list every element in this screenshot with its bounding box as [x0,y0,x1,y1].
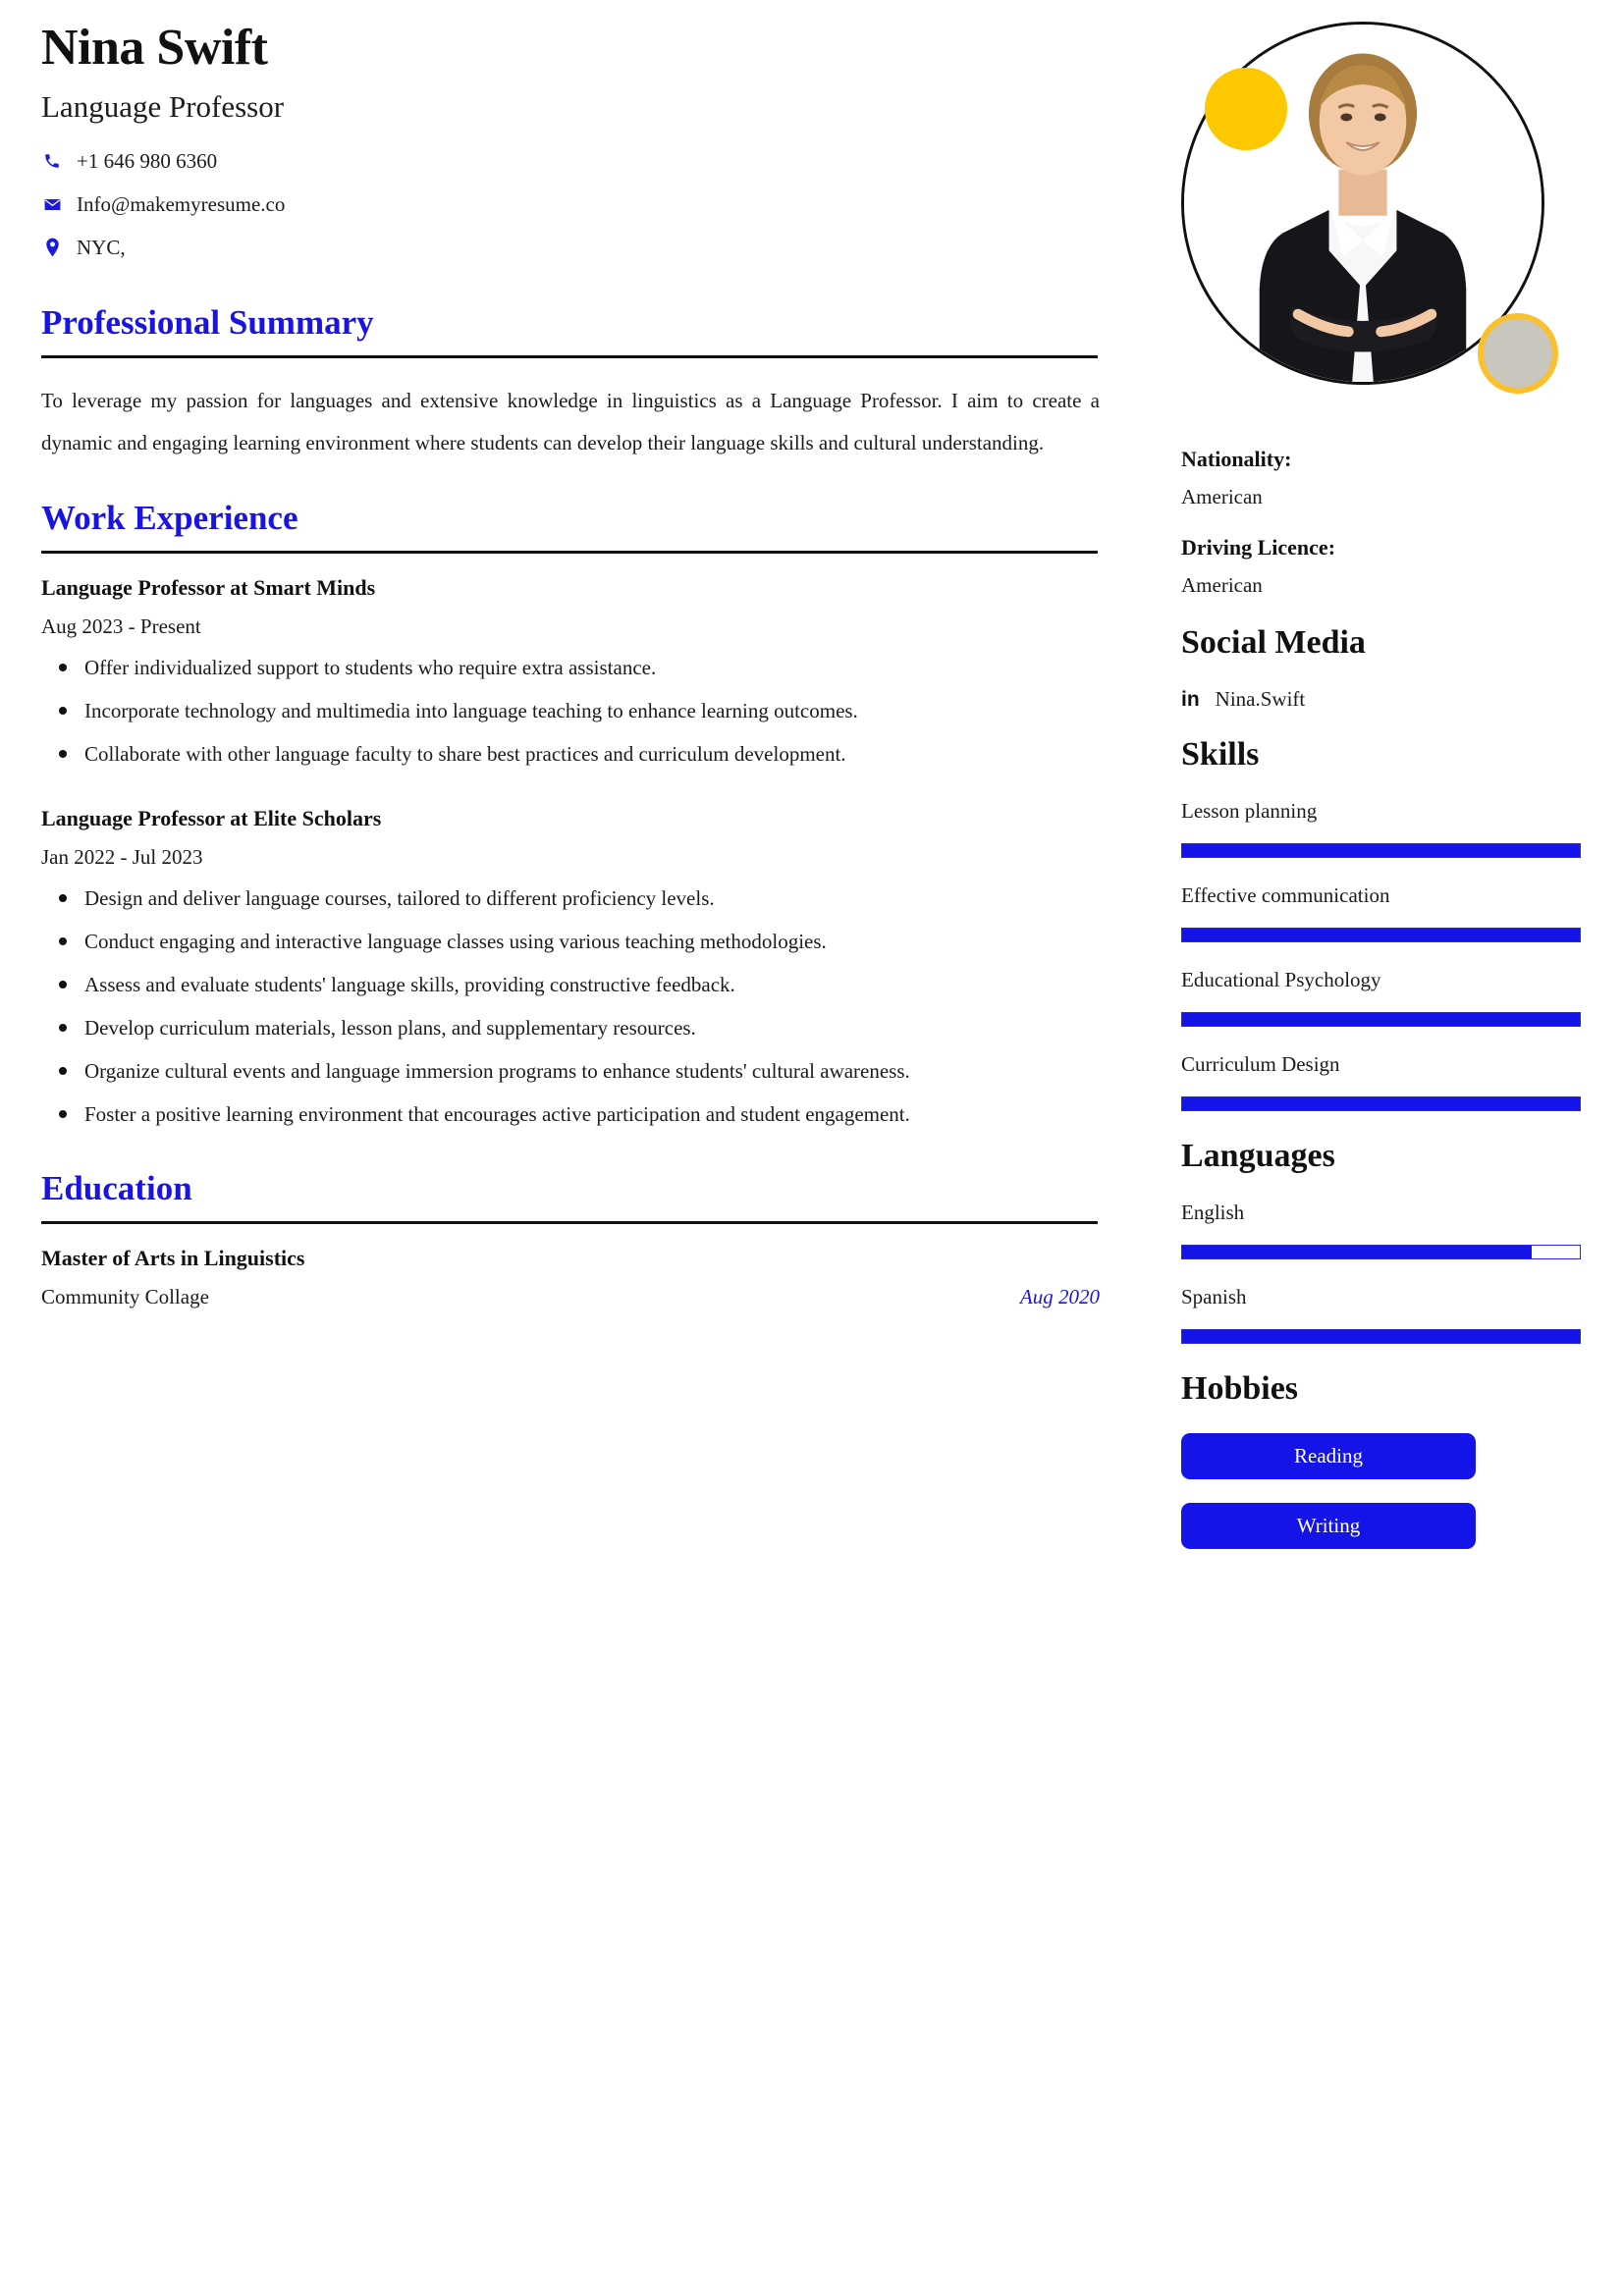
language-meter-fill [1182,1330,1580,1343]
detail-nationality [1181,447,1584,509]
education-meta-row [41,1285,1100,1309]
language-meter-fill [1182,1246,1532,1258]
education-date: Aug 2020 [1019,1285,1100,1309]
hobby-tag-reading[interactable]: Reading [1181,1433,1476,1479]
decorative-gray-circle [1478,313,1558,394]
list-item: Collaborate with other language faculty to share best practices and curriculum development. [84,733,1100,774]
section-heading-experience: Work Experience [41,499,298,538]
language-label: English [1181,1201,1245,1225]
education-degree: Master of Arts in Linguistics [41,1246,305,1271]
skill-meter-fill [1182,1097,1580,1110]
main-column [41,22,1102,1309]
section-heading-education: Education [41,1169,192,1208]
page-title: Nina Swift [41,20,268,76]
skill-meter [1181,928,1581,942]
list-item: Incorporate technology and multimedia into language teaching to enhance learning outcomes. [84,690,1100,731]
contact-phone[interactable] [41,139,1102,183]
skill-meter-fill [1182,1013,1580,1026]
hobby-list [1181,1433,1584,1549]
social-linkedin[interactable] [1181,687,1584,712]
skill-label: Curriculum Design [1181,1052,1340,1077]
skill-meter [1181,843,1581,858]
experience-bullets [41,647,1100,774]
section-divider [41,355,1098,358]
contact-email-value: Info@makemyresume.co [77,191,286,216]
skill-item [1181,799,1584,858]
language-meter [1181,1329,1581,1344]
education-entry [41,1246,1102,1309]
education-school: Community Collage [41,1285,209,1309]
experience-date: Aug 2023 - Present [41,614,201,639]
language-label: Spanish [1181,1285,1247,1309]
detail-driving-licence [1181,535,1584,598]
skill-label: Effective communication [1181,883,1390,908]
list-item: Offer individualized support to students who require extra assistance. [84,647,1100,688]
list-item: Organize cultural events and language immersion programs to enhance students' cultural awareness. [84,1050,1100,1092]
hobby-tag-writing[interactable]: Writing [1181,1503,1476,1549]
social-handle: Nina.Swift [1215,687,1306,712]
experience-bullets [41,878,1100,1135]
decorative-yellow-circle [1205,68,1287,150]
list-item: Conduct engaging and interactive language classes using various teaching methodologies. [84,921,1100,962]
phone-icon [41,152,63,170]
skill-meter [1181,1012,1581,1027]
list-item: Assess and evaluate students' language skills, providing constructive feedback. [84,964,1100,1005]
email-icon [41,195,63,214]
language-item [1181,1201,1584,1259]
sidebar-heading-languages: Languages [1181,1138,1335,1175]
skill-label: Lesson planning [1181,799,1318,824]
skill-meter-fill [1182,844,1580,857]
detail-value: American [1181,485,1263,508]
detail-value: American [1181,573,1263,597]
skill-item [1181,968,1584,1027]
skill-item [1181,1052,1584,1111]
contact-email[interactable] [41,183,1102,226]
skill-meter [1181,1096,1581,1111]
contact-phone-value: +1 646 980 6360 [77,148,218,173]
job-title: Language Professor [41,88,285,124]
contact-list [41,139,1102,269]
language-item [1181,1285,1584,1344]
location-icon [41,238,63,257]
summary-text: To leverage my passion for languages and extensive knowledge in linguistics as a Language Professor. I aim to create a dynamic and engaging learning environment where students can develop their language skills and cultural understanding. [41,389,1100,455]
language-meter [1181,1245,1581,1259]
experience-date: Jan 2022 - Jul 2023 [41,845,203,870]
sidebar-heading-skills: Skills [1181,736,1260,774]
contact-location[interactable] [41,226,1102,269]
section-divider [41,551,1098,554]
experience-title: Language Professor at Smart Minds [41,575,376,601]
contact-location-value: NYC, [77,235,126,259]
sidebar-heading-social: Social Media [1181,624,1366,661]
experience-title: Language Professor at Elite Scholars [41,806,382,831]
section-heading-summary: Professional Summary [41,303,374,343]
experience-entry [41,806,1102,1135]
list-item: Foster a positive learning environment that encourages active participation and student engagement. [84,1094,1100,1135]
linkedin-icon: in [1181,687,1200,711]
skill-item [1181,883,1584,942]
avatar-area [1173,14,1586,426]
detail-label: Nationality: [1181,447,1292,471]
list-item: Develop curriculum materials, lesson plans, and supplementary resources. [84,1007,1100,1048]
skill-label: Educational Psychology [1181,968,1381,992]
sidebar-heading-hobbies: Hobbies [1181,1370,1299,1408]
sidebar [1181,447,1584,1573]
list-item: Design and deliver language courses, tailored to different proficiency levels. [84,878,1100,919]
detail-label: Driving Licence: [1181,535,1336,560]
experience-entry [41,575,1102,774]
skill-meter-fill [1182,929,1580,941]
section-divider [41,1221,1098,1224]
